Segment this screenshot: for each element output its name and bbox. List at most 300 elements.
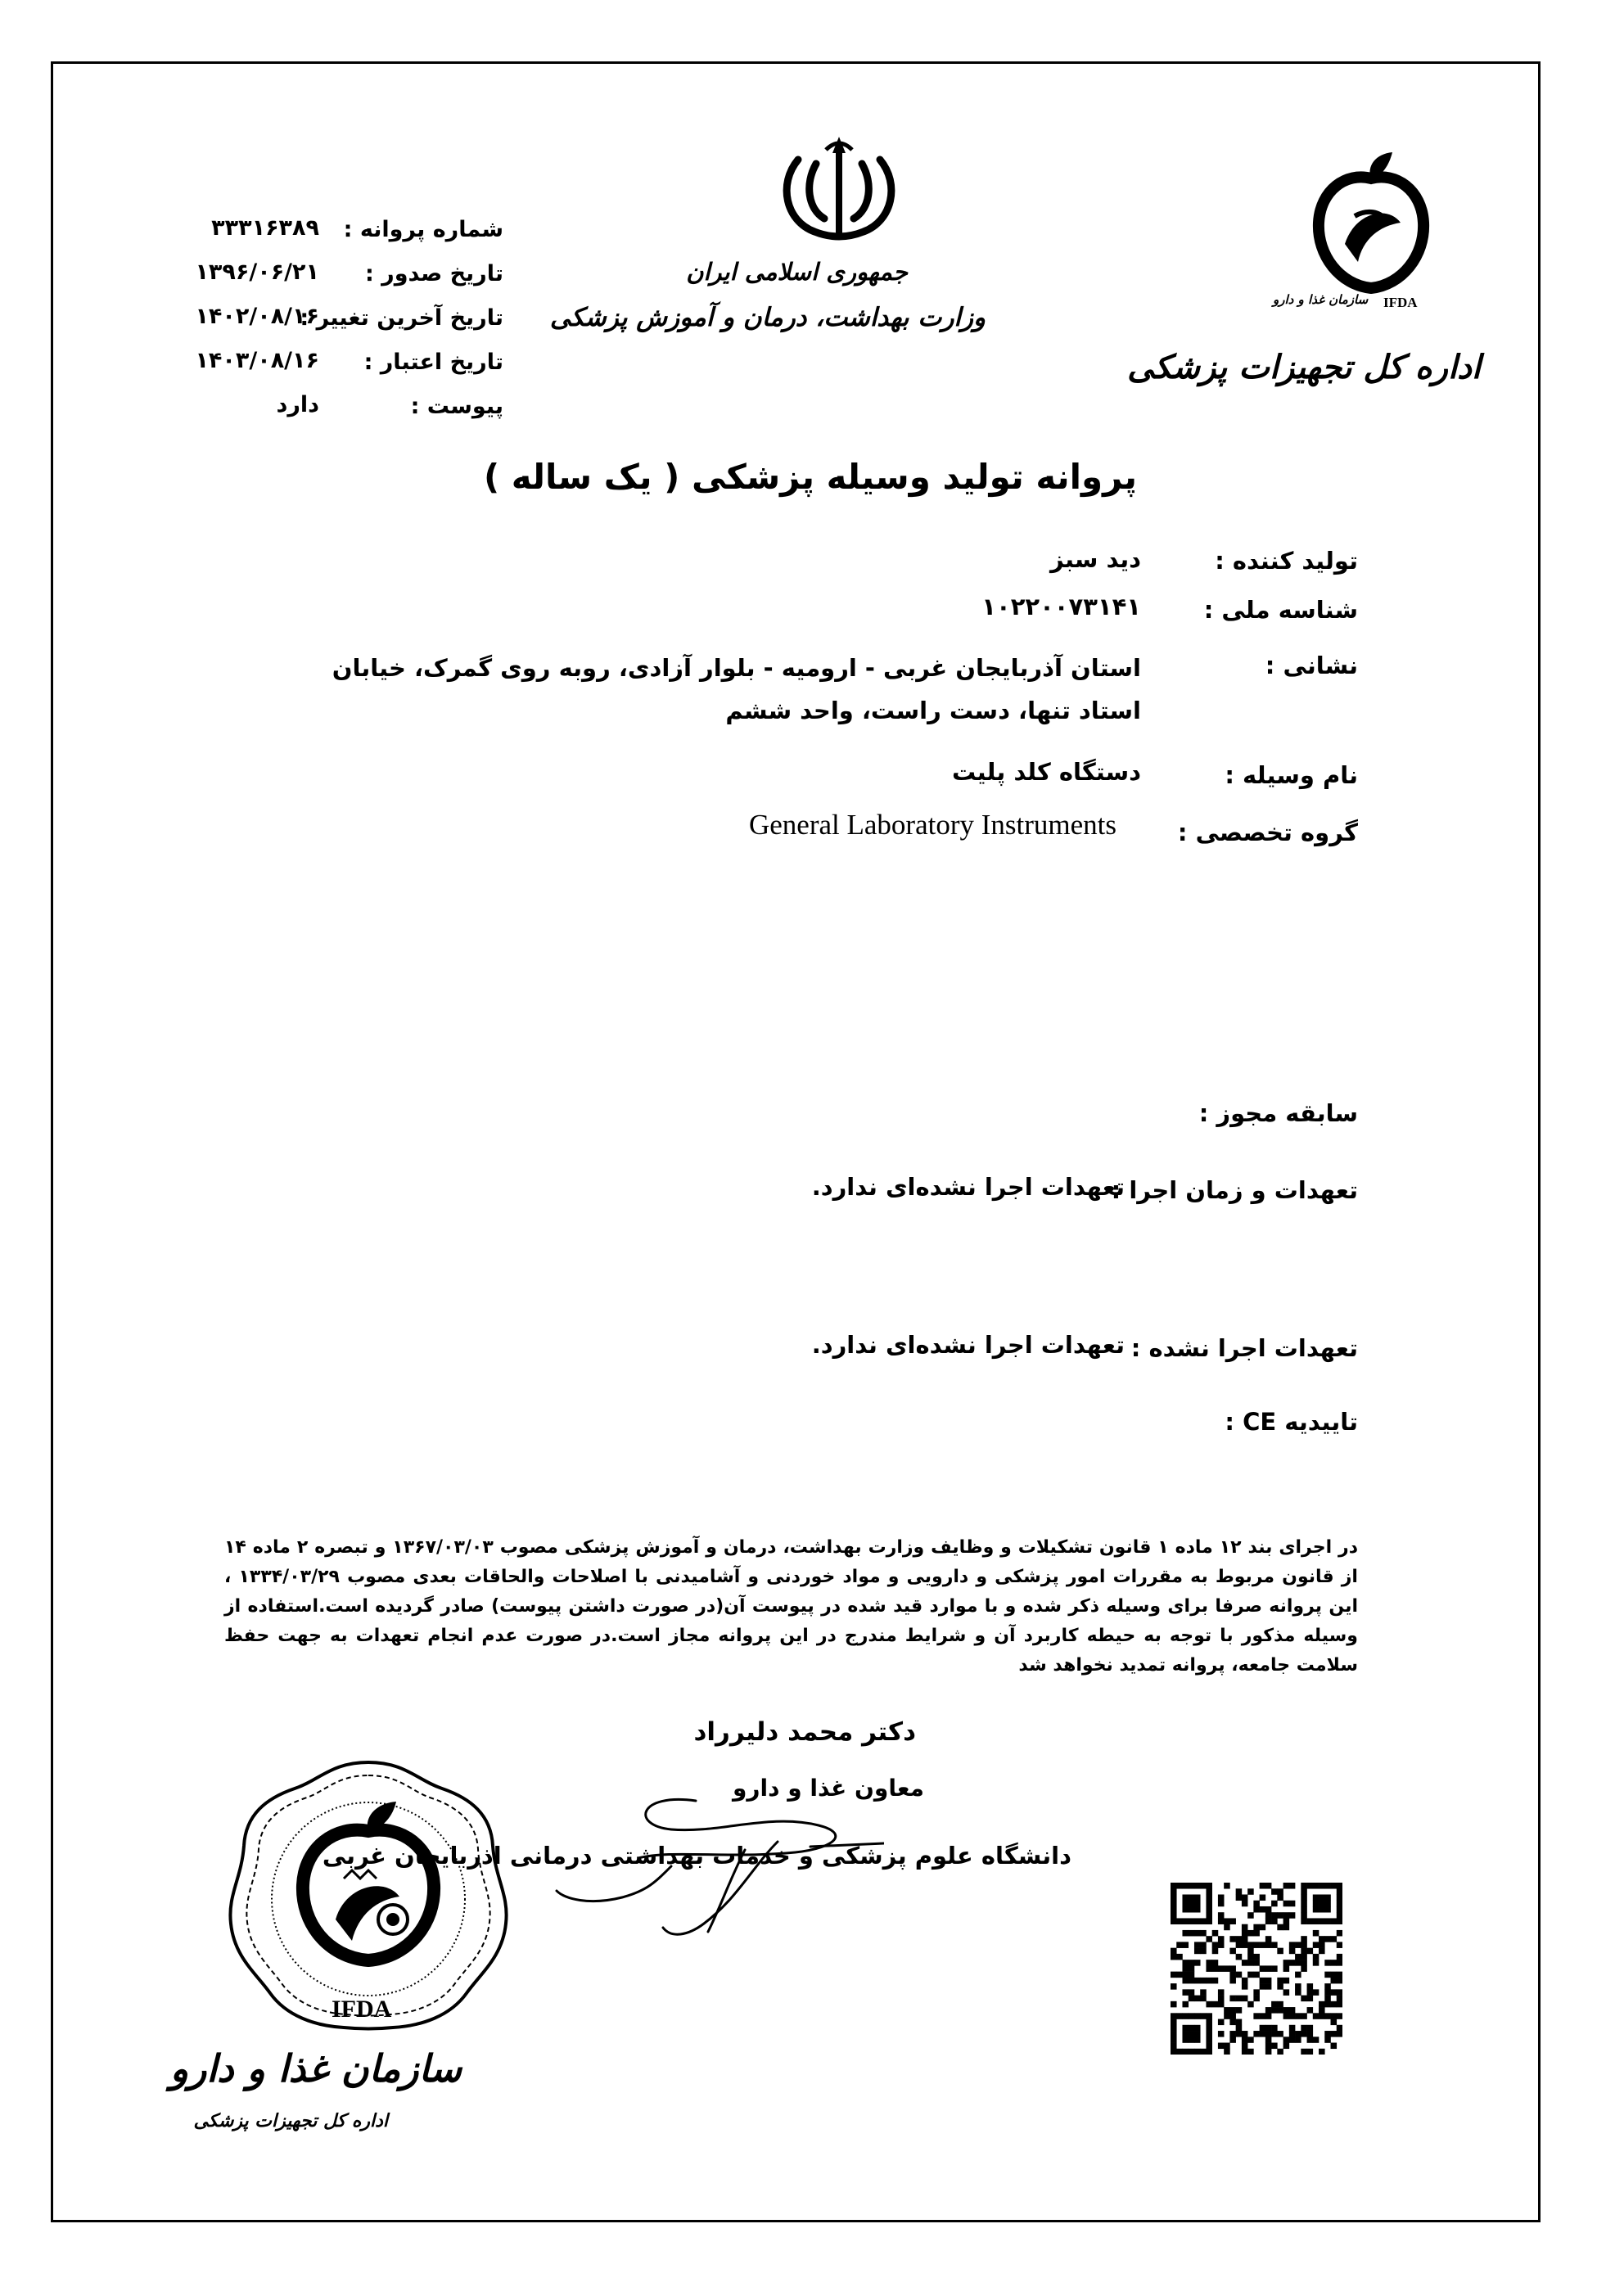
qr-module bbox=[1265, 2007, 1272, 2014]
qr-module bbox=[1236, 2031, 1243, 2037]
license-number-label: شماره پروانه : bbox=[343, 217, 503, 242]
qr-module bbox=[1182, 1901, 1189, 1907]
qr-module bbox=[1277, 2031, 1283, 2037]
qr-module bbox=[1171, 2019, 1177, 2026]
qr-module bbox=[1212, 1930, 1219, 1937]
qr-module bbox=[1283, 1989, 1290, 1996]
qr-module bbox=[1176, 1918, 1183, 1924]
qr-module bbox=[1182, 1989, 1189, 1996]
qr-module bbox=[1206, 1978, 1212, 1984]
qr-module bbox=[1331, 2019, 1338, 2026]
qr-module bbox=[1189, 1894, 1195, 1901]
qr-module bbox=[1206, 2013, 1212, 2019]
device-name-value: دستگاه کلد پلیت bbox=[951, 758, 1141, 786]
license-history-label: سابقه مجوز : bbox=[1198, 1099, 1358, 1127]
qr-module bbox=[1229, 1918, 1236, 1924]
qr-module bbox=[1236, 1894, 1243, 1901]
legal-paragraph: در اجرای بند ۱۲ ماده ۱ قانون تشکیلات و وظایف وزارت بهداشت، درمان و آموزش پزشکی مصوب ۱۳۶۷/۰۳/۰۳ و تبصره ۲ ماده ۱۴ از قانون مربوط به مقررات امور پزشکی و دارویی و مواد خوردنی و آشامیدنی با اصلاحات والحاقات بعدی مصوب ۱۳۳۴/۰۳/۲۹ ، این پروانه صرفا برای وسیله ذکر شده و با موارد قید شده در پیوست آن(در صورت داشتن پیوست) صادر گردیده است.استفاده از وسیله مذکور با توجه به حیطه کاربرد آن و شرایط مندرج در این پروانه مجاز است.در صورت عدم انجام تعهدات به جهت حفظ سلامت جامعه، پروانه تمدید نخواهد شد bbox=[224, 1537, 1358, 1676]
qr-code-icon bbox=[1171, 1883, 1342, 2055]
qr-module bbox=[1182, 1883, 1189, 1889]
qr-module bbox=[1176, 1954, 1183, 1960]
qr-module bbox=[1337, 1888, 1342, 1895]
qr-module bbox=[1182, 2037, 1189, 2043]
qr-module bbox=[1289, 1942, 1296, 1948]
qr-module bbox=[1176, 1942, 1183, 1948]
qr-module bbox=[1283, 2037, 1290, 2043]
qr-module bbox=[1265, 1936, 1272, 1942]
qr-module bbox=[1182, 1930, 1189, 1937]
qr-module bbox=[1194, 1978, 1201, 1984]
qr-module bbox=[1253, 1996, 1260, 2002]
last-change-label: تاریخ آخرین تغییر : bbox=[300, 305, 503, 331]
specialty-group-label: گروه تخصصی : bbox=[1177, 819, 1358, 846]
qr-module bbox=[1206, 2025, 1212, 2032]
validity-label: تاریخ اعتبار : bbox=[363, 350, 503, 375]
qr-module bbox=[1247, 1888, 1254, 1895]
qr-module bbox=[1212, 2001, 1219, 2008]
validity-date: ۱۴۰۳/۰۸/۱۶ bbox=[195, 348, 319, 373]
qr-module bbox=[1200, 1930, 1207, 1937]
qr-module bbox=[1206, 1912, 1212, 1919]
qr-module bbox=[1212, 1978, 1219, 1984]
qr-module bbox=[1171, 1983, 1177, 1990]
qr-module bbox=[1182, 1918, 1189, 1924]
qr-module bbox=[1171, 2013, 1177, 2019]
qr-module bbox=[1229, 2037, 1236, 2043]
qr-module bbox=[1247, 1912, 1254, 1919]
qr-module bbox=[1283, 1978, 1290, 1984]
qr-module bbox=[1265, 2031, 1272, 2037]
qr-module bbox=[1218, 1936, 1225, 1942]
qr-module bbox=[1247, 1960, 1254, 1966]
qr-module bbox=[1253, 2031, 1260, 2037]
unfulfilled-value: تعهدات اجرا نشده‌ای ندارد. bbox=[811, 1331, 1125, 1359]
qr-module bbox=[1206, 2037, 1212, 2043]
qr-module bbox=[1307, 1883, 1314, 1889]
qr-module bbox=[1289, 2037, 1296, 2043]
qr-module bbox=[1319, 1894, 1325, 1901]
qr-module bbox=[1324, 1936, 1331, 1942]
qr-module bbox=[1265, 1965, 1272, 1972]
qr-module bbox=[1265, 1912, 1272, 1919]
qr-module bbox=[1260, 1924, 1266, 1931]
qr-module bbox=[1301, 1901, 1307, 1907]
qr-module bbox=[1189, 1978, 1195, 1984]
qr-module bbox=[1283, 2043, 1290, 2050]
qr-module bbox=[1289, 1912, 1296, 1919]
qr-module bbox=[1253, 2013, 1260, 2019]
qr-module bbox=[1295, 2031, 1301, 2037]
qr-module bbox=[1271, 2043, 1278, 2050]
qr-module bbox=[1337, 1996, 1342, 2002]
qr-module bbox=[1295, 1989, 1301, 1996]
ifda-logo-caption-fa: سازمان غذا و دارو bbox=[1273, 292, 1369, 307]
qr-module bbox=[1253, 1972, 1260, 1978]
qr-module bbox=[1229, 1972, 1236, 1978]
qr-module bbox=[1277, 1983, 1283, 1990]
qr-module bbox=[1206, 1936, 1212, 1942]
qr-module bbox=[1247, 1942, 1254, 1948]
qr-module bbox=[1265, 1983, 1272, 1990]
qr-module bbox=[1265, 1918, 1272, 1924]
qr-module bbox=[1194, 1942, 1201, 1948]
qr-module bbox=[1260, 1983, 1266, 1990]
qr-module bbox=[1200, 1948, 1207, 1955]
qr-module bbox=[1319, 1936, 1325, 1942]
qr-module bbox=[1200, 1942, 1207, 1948]
qr-module bbox=[1271, 1901, 1278, 1907]
qr-module bbox=[1337, 1912, 1342, 1919]
qr-module bbox=[1253, 1989, 1260, 1996]
qr-module bbox=[1337, 1883, 1342, 1889]
issue-date: ۱۳۹۶/۰۶/۲۱ bbox=[195, 259, 319, 285]
qr-module bbox=[1229, 2031, 1236, 2037]
qr-module bbox=[1324, 2031, 1331, 2037]
qr-module bbox=[1289, 2025, 1296, 2032]
qr-module bbox=[1171, 1888, 1177, 1895]
qr-module bbox=[1247, 2037, 1254, 2043]
qr-module bbox=[1229, 1996, 1236, 2002]
commitments-label: تعهدات و زمان اجرا : bbox=[1111, 1176, 1358, 1204]
qr-module bbox=[1265, 2049, 1272, 2055]
emblem-icon bbox=[774, 127, 904, 250]
qr-module bbox=[1182, 1965, 1189, 1972]
qr-module bbox=[1171, 1901, 1177, 1907]
qr-module bbox=[1313, 1894, 1320, 1901]
qr-module bbox=[1242, 2043, 1248, 2050]
qr-module bbox=[1265, 2037, 1272, 2043]
qr-module bbox=[1247, 1954, 1254, 1960]
qr-module bbox=[1182, 1978, 1189, 1984]
qr-module bbox=[1200, 1989, 1207, 1996]
qr-module bbox=[1224, 1883, 1230, 1889]
qr-module bbox=[1337, 2013, 1342, 2019]
qr-module bbox=[1313, 1906, 1320, 1913]
qr-module bbox=[1265, 1942, 1272, 1948]
qr-module bbox=[1176, 1972, 1183, 1978]
qr-module bbox=[1253, 1906, 1260, 1913]
qr-module bbox=[1271, 1942, 1278, 1948]
qr-module bbox=[1218, 1901, 1225, 1907]
qr-module bbox=[1295, 2037, 1301, 2043]
qr-module bbox=[1324, 2001, 1331, 2008]
qr-module bbox=[1283, 1960, 1290, 1966]
qr-module bbox=[1194, 1883, 1201, 1889]
qr-module bbox=[1182, 1942, 1189, 1948]
qr-module bbox=[1218, 2043, 1225, 2050]
qr-module bbox=[1265, 1906, 1272, 1913]
qr-module bbox=[1313, 1918, 1320, 1924]
qr-module bbox=[1313, 1930, 1320, 1937]
qr-module bbox=[1295, 1983, 1301, 1990]
qr-module bbox=[1189, 1960, 1195, 1966]
qr-module bbox=[1324, 1894, 1331, 1901]
qr-module bbox=[1206, 2043, 1212, 2050]
qr-module bbox=[1236, 2007, 1243, 2014]
qr-module bbox=[1206, 1906, 1212, 1913]
qr-module bbox=[1253, 1960, 1260, 1966]
qr-module bbox=[1182, 2013, 1189, 2019]
qr-module bbox=[1271, 2025, 1278, 2032]
qr-module bbox=[1337, 1930, 1342, 1937]
signatory-name: دکتر محمد دلیرراد bbox=[693, 1717, 916, 1747]
qr-module bbox=[1171, 1883, 1177, 1889]
qr-module bbox=[1194, 1901, 1201, 1907]
qr-module bbox=[1331, 1972, 1338, 1978]
qr-module bbox=[1253, 1954, 1260, 1960]
qr-module bbox=[1324, 1996, 1331, 2002]
qr-module bbox=[1277, 1924, 1283, 1931]
qr-module bbox=[1218, 2031, 1225, 2037]
qr-module bbox=[1289, 2031, 1296, 2037]
qr-module bbox=[1182, 1894, 1189, 1901]
qr-module bbox=[1218, 1912, 1225, 1919]
ministry-line1: جمهوری اسلامی ایران bbox=[686, 258, 908, 286]
qr-module bbox=[1206, 2031, 1212, 2037]
qr-module bbox=[1229, 2019, 1236, 2026]
qr-module bbox=[1182, 2025, 1189, 2032]
qr-module bbox=[1301, 2049, 1307, 2055]
qr-module bbox=[1260, 1906, 1266, 1913]
qr-module bbox=[1295, 1972, 1301, 1978]
qr-module bbox=[1337, 1960, 1342, 1966]
qr-module bbox=[1301, 2013, 1307, 2019]
qr-module bbox=[1289, 2013, 1296, 2019]
qr-module bbox=[1307, 2049, 1314, 2055]
qr-module bbox=[1337, 1942, 1342, 1948]
qr-module bbox=[1283, 1924, 1290, 1931]
qr-module bbox=[1218, 1918, 1225, 1924]
signatory-role: معاون غذا و دارو bbox=[733, 1775, 924, 1802]
qr-module bbox=[1212, 1965, 1219, 1972]
qr-module bbox=[1189, 1996, 1195, 2002]
qr-module bbox=[1171, 1906, 1177, 1913]
qr-module bbox=[1218, 2019, 1225, 2026]
qr-module bbox=[1301, 1942, 1307, 1948]
qr-module bbox=[1200, 1918, 1207, 1924]
qr-module bbox=[1331, 2013, 1338, 2019]
qr-module bbox=[1313, 2013, 1320, 2019]
qr-module bbox=[1331, 2031, 1338, 2037]
qr-module bbox=[1171, 1972, 1177, 1978]
qr-module bbox=[1189, 2013, 1195, 2019]
qr-module bbox=[1206, 1883, 1212, 1889]
qr-module bbox=[1313, 1883, 1320, 1889]
qr-module bbox=[1242, 1936, 1248, 1942]
qr-module bbox=[1283, 1912, 1290, 1919]
qr-module bbox=[1236, 1936, 1243, 1942]
qr-module bbox=[1324, 1972, 1331, 1978]
qr-module bbox=[1301, 1918, 1307, 1924]
qr-module bbox=[1337, 2031, 1342, 2037]
qr-module bbox=[1218, 1989, 1225, 1996]
qr-module bbox=[1301, 1948, 1307, 1955]
qr-module bbox=[1277, 1912, 1283, 1919]
qr-module bbox=[1224, 1918, 1230, 1924]
qr-module bbox=[1218, 1894, 1225, 1901]
qr-module bbox=[1271, 2031, 1278, 2037]
qr-module bbox=[1301, 1906, 1307, 1913]
qr-module bbox=[1242, 1924, 1248, 1931]
qr-module bbox=[1277, 2001, 1283, 2008]
qr-module bbox=[1319, 2049, 1325, 2055]
qr-module bbox=[1242, 1894, 1248, 1901]
qr-module bbox=[1242, 2037, 1248, 2043]
qr-module bbox=[1242, 2031, 1248, 2037]
qr-module bbox=[1260, 1942, 1266, 1948]
qr-module bbox=[1307, 1918, 1314, 1924]
qr-module bbox=[1247, 1930, 1254, 1937]
commitments-value: تعهدات اجرا نشده‌ای ندارد. bbox=[811, 1173, 1125, 1201]
qr-module bbox=[1265, 1978, 1272, 1984]
qr-module bbox=[1242, 1978, 1248, 1984]
qr-module bbox=[1319, 1948, 1325, 1955]
qr-module bbox=[1189, 1883, 1195, 1889]
qr-module bbox=[1189, 1930, 1195, 1937]
qr-module bbox=[1295, 1942, 1301, 1948]
qr-module bbox=[1319, 1901, 1325, 1907]
qr-module bbox=[1171, 2049, 1177, 2055]
qr-module bbox=[1265, 2025, 1272, 2032]
qr-module bbox=[1229, 1965, 1236, 1972]
qr-module bbox=[1236, 2019, 1243, 2026]
qr-code bbox=[1171, 1883, 1342, 2055]
qr-module bbox=[1242, 1983, 1248, 1990]
qr-module bbox=[1331, 2001, 1338, 2008]
last-change-date: ۱۴۰۲/۰۸/۱۶ bbox=[195, 304, 319, 329]
qr-module bbox=[1247, 1948, 1254, 1955]
attachment-value: دارد bbox=[276, 392, 319, 417]
qr-module bbox=[1319, 2013, 1325, 2019]
qr-module bbox=[1242, 1930, 1248, 1937]
qr-module bbox=[1247, 1972, 1254, 1978]
qr-module bbox=[1313, 1960, 1320, 1966]
qr-module bbox=[1182, 1960, 1189, 1966]
qr-module bbox=[1260, 1894, 1266, 1901]
qr-module bbox=[1189, 1972, 1195, 1978]
qr-module bbox=[1171, 2037, 1177, 2043]
seal-org-text: سازمان غذا و دارو bbox=[169, 2046, 462, 2091]
qr-module bbox=[1189, 1989, 1195, 1996]
qr-module bbox=[1324, 2013, 1331, 2019]
qr-module bbox=[1324, 1901, 1331, 1907]
qr-module bbox=[1218, 2001, 1225, 2008]
qr-module bbox=[1242, 2049, 1248, 2055]
qr-module bbox=[1337, 1954, 1342, 1960]
qr-module bbox=[1206, 2049, 1212, 2055]
qr-module bbox=[1194, 2013, 1201, 2019]
qr-module bbox=[1289, 1901, 1296, 1907]
qr-module bbox=[1260, 1978, 1266, 1984]
qr-module bbox=[1283, 1901, 1290, 1907]
qr-module bbox=[1301, 1936, 1307, 1942]
address-label: نشانی : bbox=[1265, 652, 1358, 679]
device-name-label: نام وسیله : bbox=[1225, 761, 1358, 789]
qr-module bbox=[1229, 2013, 1236, 2019]
specialty-group-value: General Laboratory Instruments bbox=[748, 809, 1116, 841]
qr-module bbox=[1171, 2031, 1177, 2037]
qr-module bbox=[1200, 1883, 1207, 1889]
qr-module bbox=[1337, 1906, 1342, 1913]
qr-module bbox=[1331, 1960, 1338, 1966]
qr-module bbox=[1206, 1901, 1212, 1907]
qr-module bbox=[1289, 1883, 1296, 1889]
qr-module bbox=[1277, 1894, 1283, 1901]
qr-module bbox=[1283, 1883, 1290, 1889]
qr-module bbox=[1171, 2025, 1177, 2032]
qr-module bbox=[1324, 1883, 1331, 1889]
qr-module bbox=[1189, 1918, 1195, 1924]
qr-module bbox=[1337, 2001, 1342, 2008]
qr-module bbox=[1307, 2037, 1314, 2043]
qr-module bbox=[1331, 1883, 1338, 1889]
qr-module bbox=[1324, 1918, 1331, 1924]
qr-module bbox=[1277, 1948, 1283, 1955]
qr-module bbox=[1319, 1942, 1325, 1948]
qr-module bbox=[1307, 1989, 1314, 1996]
qr-module bbox=[1194, 1930, 1201, 1937]
qr-module bbox=[1301, 2031, 1307, 2037]
qr-module bbox=[1224, 2007, 1230, 2014]
qr-module bbox=[1229, 1948, 1236, 1955]
qr-module bbox=[1189, 2049, 1195, 2055]
qr-module bbox=[1307, 2007, 1314, 2014]
qr-module bbox=[1194, 2031, 1201, 2037]
qr-module bbox=[1189, 2025, 1195, 2032]
qr-module bbox=[1331, 1978, 1338, 1984]
qr-module bbox=[1182, 2049, 1189, 2055]
qr-module bbox=[1301, 1960, 1307, 1966]
qr-module bbox=[1301, 1954, 1307, 1960]
qr-module bbox=[1313, 1989, 1320, 1996]
qr-module bbox=[1206, 1894, 1212, 1901]
qr-module bbox=[1313, 2037, 1320, 2043]
qr-module bbox=[1331, 2043, 1338, 2050]
document-title: پروانه تولید وسیله پزشکی ( یک ساله ) bbox=[483, 457, 1138, 497]
qr-module bbox=[1295, 1954, 1301, 1960]
ifda-department: اداره کل تجهیزات پزشکی bbox=[1127, 348, 1481, 386]
qr-module bbox=[1242, 1942, 1248, 1948]
qr-module bbox=[1194, 2025, 1201, 2032]
qr-module bbox=[1337, 1901, 1342, 1907]
ifda-logo bbox=[1297, 147, 1445, 311]
qr-module bbox=[1236, 1942, 1243, 1948]
qr-module bbox=[1324, 2037, 1331, 2043]
qr-module bbox=[1200, 2013, 1207, 2019]
ifda-logo-caption-en: IFDA bbox=[1383, 295, 1418, 310]
qr-module bbox=[1212, 1942, 1219, 1948]
qr-module bbox=[1224, 1924, 1230, 1931]
qr-module bbox=[1206, 1965, 1212, 1972]
qr-module bbox=[1313, 1942, 1320, 1948]
qr-module bbox=[1295, 2013, 1301, 2019]
national-id-value: ۱۰۲۲۰۰۷۳۱۴۱ bbox=[981, 593, 1141, 620]
qr-module bbox=[1324, 1906, 1331, 1913]
manufacturer-value: دید سبز bbox=[1049, 545, 1141, 573]
ifda-emblem-icon bbox=[1297, 147, 1445, 311]
qr-module bbox=[1319, 1918, 1325, 1924]
qr-module bbox=[1324, 1989, 1331, 1996]
qr-module bbox=[1260, 2031, 1266, 2037]
qr-module bbox=[1319, 1906, 1325, 1913]
qr-module bbox=[1171, 1948, 1177, 1955]
qr-module bbox=[1324, 1983, 1331, 1990]
qr-module bbox=[1171, 1894, 1177, 1901]
qr-module bbox=[1212, 1948, 1219, 1955]
qr-module bbox=[1260, 2025, 1266, 2032]
qr-module bbox=[1218, 1996, 1225, 2002]
qr-module bbox=[1218, 1965, 1225, 1972]
